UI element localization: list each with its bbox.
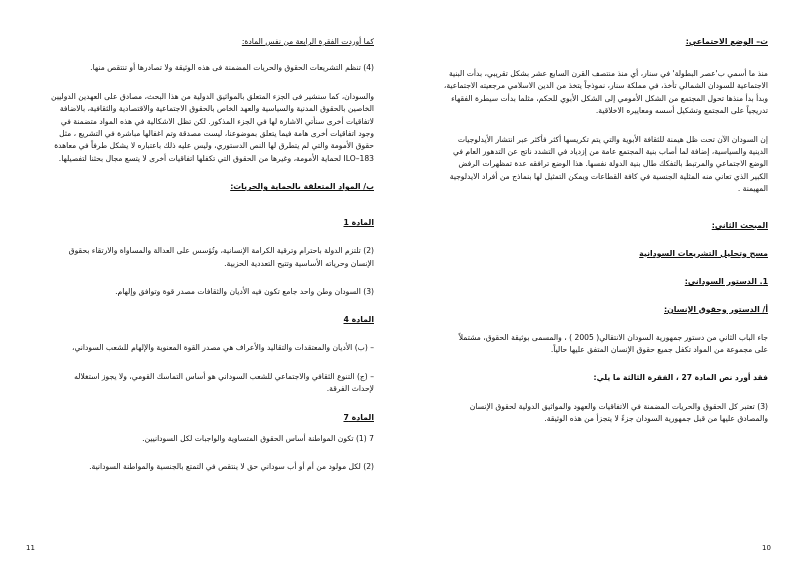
right-para1-line: منذ ما أسمي ب'عصر البطولة' في سنار، أي منذ منتصف القرن السابع عشر بشكل تقريبي، بدأت البنية [448,69,768,78]
subsection-1-heading: 1. الدستور السوداني: [684,276,768,286]
right-page [400,0,800,566]
subsection-a-heading: أ/ الدستور وحقوق الإنسان: [664,304,768,314]
left-para2-line: الخاصين بالحقوق المدنية والسياسية والعهد الخاص بالحقوق الاجتماعية والاقتصادية والثقافية، بالاضافة [59,104,374,114]
left-intro-text: كما أوردت الفقرة الرابعة من نفس المادة: [241,37,374,46]
art4-c-line: لإحداث الفرقة. [326,384,374,394]
left-para2-line: والسودان، كما سنشير فى الجزء المتعلق بالمواثيق الدولية من هذا البحث، مصادق على العهدين الدوليين [51,91,374,101]
left-para2-line: لاتفاقيات أخرى سنأتي الاشارة لها في الجزء المذكور. لكن تظل الاشكالية في هذه المواد متضمنة في [60,116,374,126]
left-intro [30,36,374,48]
right-para1-line: الاجتماعية للسودان الشمالي تأخذ، في مملكة سنار، نموذجاً يتخذ من الدين الاسلامي مرجعيته الاجتماعية، [443,81,768,91]
article-4-heading: المادة 4 [343,315,374,325]
page-number-left: 11 [26,544,35,552]
art7-p2: (2) لكل مولود من أم أو أب سوداني حق لا ينتقص في التمتع بالجنسية والمواطنة السودانية. [89,462,374,472]
right-para5-line: والمصادق عليها من قبل جمهورية السودان جزءً لا يتجزأ من هذه الوثيقة. [544,414,768,424]
art1-p2-line: (2) تلتزم الدولة باحترام وترقية الكرامة الإنسانية، وتُؤسس على العدالة والمساواة والارتقاء بحقوق [68,246,374,256]
right-para2-line: الدينية والسياسية، إضافة لما أصاب بنية المجتمع عامة من إزدياد في التشدد ناتج عن التدهور العام في [453,147,768,157]
left-para1: (4) تنظم التشريعات الحقوق والحريات المضمنة فى هذه الوثيقة ولا تصادرها أو تنتقص منها. [90,63,374,73]
right-para3-line: جاء الباب الثاني من دستور جمهورية السودان الانتقالي( 2005 ) ، والمسمى بوثيقة الحقوق، مشتملاً [458,332,768,342]
art1-p2-line: الإنسان وحرياته الأساسية وتتيح التعددية الحزبية. [224,258,374,268]
right-para1-line: وبدأ بدأ منذها تحول المجتمع من الشكل الأمومي إلى الشكل الأبوي للحكم، مثلما بدأت سيطرة الفقهاء [451,93,768,103]
article-7-heading: المادة 7 [343,412,374,422]
art1-p3: (3) السودان وطن واحد جامع تكون فيه الأديان والثقافات مصدر قوة وتوافق وإلهام. [115,287,374,297]
art7-p1: 7 (1) تكون المواطنة أساس الحقوق المتساوية والواجبات لكل السودانيين. [142,433,374,443]
right-para5-line: (3) تعتبر كل الحقوق والحريات المضمنة في الاتفاقيات والعهود والمواثيق الدولية لحقوق الإنسان [469,401,768,411]
right-para2-line: إن السودان الآن تحت ظل هيمنة للثقافة الأبوية والتي يتم تكريسها أكثر فأكثر عبر انتشار الأيدلوجيات [457,134,768,144]
right-para2-line: المهيمنة . [737,184,768,194]
section-2-heading: المبحث الثاني: [711,220,768,230]
art4-c-line: – (ج) التنوع الثقافي والاجتماعي للشعب السوداني هو أساس التماسك القومي، ولا يجوز استغلاله [74,371,374,381]
section-2-title: مسح وتحليل التشريعات السودانية [639,248,768,258]
right-para2-line: الكبير الذي تعاني منه المثلية الجنسية في كافة القطاعات ويمكن التمثيل لها بنماذج من أفراد الايدلوجية [449,171,768,181]
left-para2-line: ILO–183 لحماية الأمومة، وغيرها من الحقوق التي تكفلها اتفاقيات أخرى لا يتسع مجال بحثنا لتفصيلها. [58,153,374,163]
article-1-heading: المادة 1 [343,218,374,228]
right-para4: فقد أورد نص المادة 27 ، الفقرة الثالثة ما يلي: [593,373,768,383]
left-para2-line: وجود اتفاقيات أخرى هامة فيما يتعلق بموضوعنا، ليست مصدقة وتم اغفالها مباشرة في التشريع ، مثل [59,129,374,139]
left-para2-line: حقوق الأمومة والتي لم يتطرق لها النص الدستوري، وليس عليه ذلك باعتباره لا يشكل طرفاً في معاهدة [54,141,374,151]
page-number-right: 10 [762,544,771,552]
art4-b: – (ب) الأديان والمعتقدات والتقاليد والأعراف هي مصدر القوة المعنوية والإلهام للشعب السوداني، [72,343,374,353]
right-para1-line: تدريجياً على المجتمع وتشكيل أسسه ومعاييره الاخلاقية. [595,106,768,116]
section-b-heading: ب/ المواد المتعلقة بالحماية والحريات: [230,182,374,192]
right-para3-line: على مجموعة من المواد تكفل جميع حقوق الإنسان المتفق عليها حالياً. [550,345,768,355]
social-status-heading: ت– الوضع الاجتماعي: [685,37,768,46]
right-para2-line: الوضع الاجتماعي والمرتبط بالتفكك طال بنية الدولة نفسها. هذا الوضع ترافقه عدة تمظهرات الرفض [458,159,768,169]
